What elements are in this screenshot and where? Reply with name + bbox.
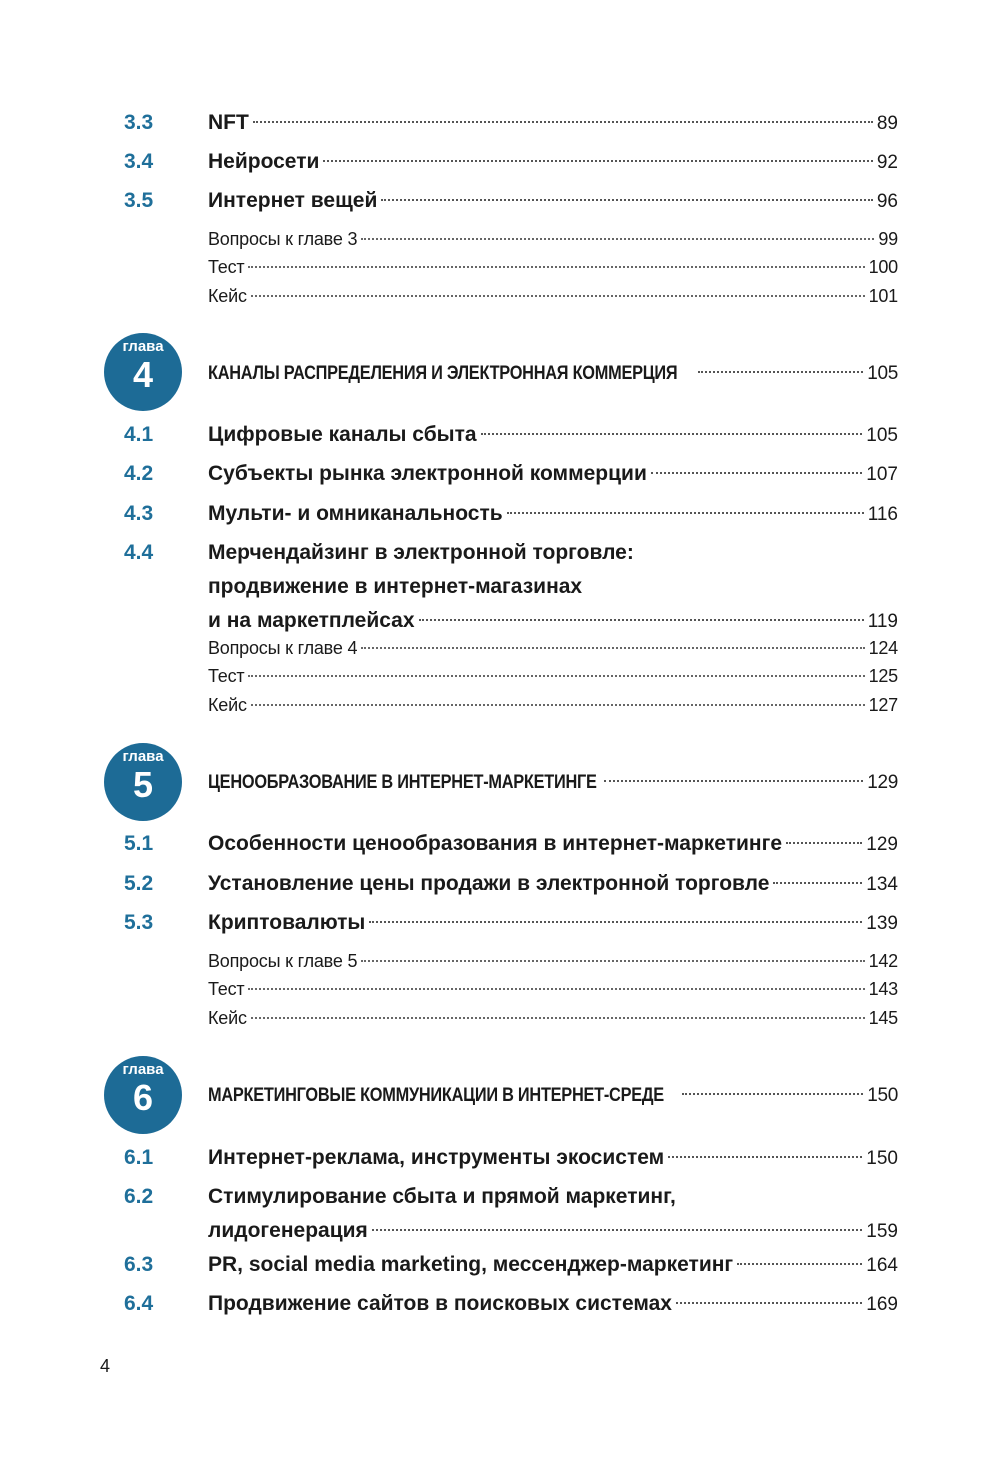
dot-leader bbox=[676, 1302, 862, 1304]
page-ref: 96 bbox=[876, 191, 898, 212]
dot-leader bbox=[481, 433, 863, 435]
toc-extra-entry[interactable] bbox=[208, 1004, 898, 1032]
section-title-line: лидогенерация bbox=[208, 1219, 368, 1242]
dot-leader bbox=[507, 512, 864, 514]
dot-leader bbox=[786, 842, 862, 844]
section-title: Субъекты рынка электронной коммерции bbox=[208, 462, 647, 485]
chapter-label: глава bbox=[122, 338, 164, 355]
page-ref: 92 bbox=[876, 152, 898, 173]
section-number: 4.3 bbox=[124, 502, 154, 525]
page-ref: 107 bbox=[866, 464, 898, 485]
section-number: 3.4 bbox=[124, 150, 154, 173]
chapter-number: 6 bbox=[132, 1077, 154, 1118]
extra-title: Тест bbox=[208, 979, 245, 999]
toc-extra-entry[interactable] bbox=[208, 282, 898, 310]
section-number: 6.4 bbox=[124, 1292, 154, 1315]
extra-title: Вопросы к главе 3 bbox=[208, 229, 358, 249]
page-ref: 116 bbox=[867, 504, 898, 525]
dot-leader bbox=[248, 675, 864, 677]
page-ref: 125 bbox=[868, 666, 898, 686]
section-title-line: Мерчендайзинг в электронной торговле: bbox=[208, 541, 634, 564]
page-ref: 127 bbox=[868, 695, 898, 715]
page-ref: 89 bbox=[876, 113, 898, 134]
chapter-label: глава bbox=[122, 1061, 164, 1078]
dot-leader bbox=[361, 960, 864, 962]
extra-title: Тест bbox=[208, 666, 245, 686]
chapter-title: ЦЕНООБРАЗОВАНИЕ В ИНТЕРНЕТ-МАРКЕТИНГЕ bbox=[208, 772, 597, 793]
toc-extra-entry[interactable] bbox=[208, 947, 898, 975]
dot-leader bbox=[251, 704, 865, 706]
chapter-number: 4 bbox=[132, 354, 154, 395]
section-number: 4.2 bbox=[124, 462, 154, 485]
dot-leader bbox=[323, 160, 872, 162]
section-title: NFT bbox=[208, 111, 249, 134]
chapter-label: глава bbox=[122, 748, 164, 765]
page-ref: 119 bbox=[867, 611, 898, 632]
dot-leader bbox=[381, 199, 872, 201]
section-number: 6.3 bbox=[124, 1253, 154, 1276]
dot-leader bbox=[698, 371, 863, 373]
section-number: 6.2 bbox=[124, 1185, 154, 1208]
page-ref: 145 bbox=[868, 1008, 898, 1028]
dot-leader bbox=[369, 921, 862, 923]
dot-leader bbox=[604, 780, 863, 782]
page-ref: 124 bbox=[868, 638, 898, 658]
section-title: Интернет-реклама, инструменты экосистем bbox=[208, 1146, 665, 1169]
page-ref: 134 bbox=[866, 874, 898, 895]
chapter-number: 5 bbox=[132, 764, 154, 805]
section-title: Продвижение сайтов в поисковых системах bbox=[208, 1292, 672, 1315]
page-ref: 150 bbox=[866, 1148, 898, 1169]
page-ref: 159 bbox=[866, 1221, 898, 1242]
page-ref: 99 bbox=[878, 229, 898, 249]
dot-leader bbox=[651, 472, 862, 474]
chapter-title-entry[interactable] bbox=[208, 768, 898, 798]
page-ref: 143 bbox=[868, 979, 898, 999]
section-title: Особенности ценообразования в интернет-маркетинге bbox=[208, 832, 782, 855]
chapter-title: МАРКЕТИНГОВЫЕ КОММУНИКАЦИИ В ИНТЕРНЕТ-СРЕДЕ bbox=[208, 1085, 664, 1106]
section-title-line: Стимулирование сбыта и прямой маркетинг, bbox=[208, 1185, 676, 1208]
dot-leader bbox=[372, 1229, 863, 1231]
page-ref: 142 bbox=[868, 951, 898, 971]
section-number: 6.1 bbox=[124, 1146, 154, 1169]
section-title: Цифровые каналы сбыта bbox=[208, 423, 477, 446]
section-title: Интернет вещей bbox=[208, 189, 378, 212]
dot-leader bbox=[773, 882, 862, 884]
section-number: 4.1 bbox=[124, 423, 154, 446]
chapter-title: КАНАЛЫ РАСПРЕДЕЛЕНИЯ И ЭЛЕКТРОННАЯ КОММЕРЦИЯ bbox=[208, 363, 678, 384]
section-title: Установление цены продажи в электронной торговле bbox=[208, 872, 770, 895]
chapter-badge bbox=[104, 333, 182, 411]
dot-leader bbox=[248, 266, 864, 268]
page-ref: 105 bbox=[867, 363, 898, 384]
toc-extra-entry[interactable] bbox=[208, 225, 898, 253]
section-title: Мульти- и омниканальность bbox=[208, 502, 503, 525]
dot-leader bbox=[361, 647, 864, 649]
toc-extra-entry[interactable] bbox=[208, 634, 898, 662]
section-number: 5.1 bbox=[124, 832, 154, 855]
page-number: 4 bbox=[100, 1356, 111, 1376]
chapter-badge bbox=[104, 743, 182, 821]
extra-title: Кейс bbox=[208, 286, 247, 306]
page-ref: 150 bbox=[867, 1085, 898, 1106]
extra-title: Кейс bbox=[208, 1008, 247, 1028]
section-number: 5.2 bbox=[124, 872, 154, 895]
dot-leader bbox=[251, 1017, 865, 1019]
page-ref: 129 bbox=[866, 834, 898, 855]
dot-leader bbox=[668, 1156, 862, 1158]
page-ref: 101 bbox=[868, 286, 898, 306]
page-ref: 164 bbox=[866, 1255, 898, 1276]
chapter-title-entry[interactable] bbox=[208, 359, 898, 389]
dot-leader bbox=[737, 1263, 862, 1265]
extra-title: Кейс bbox=[208, 695, 247, 715]
section-number: 4.4 bbox=[124, 541, 154, 564]
extra-title: Тест bbox=[208, 257, 245, 277]
dot-leader bbox=[682, 1093, 863, 1095]
dot-leader bbox=[251, 295, 865, 297]
toc-extra-entry[interactable] bbox=[208, 691, 898, 719]
toc-extra-entry[interactable] bbox=[208, 662, 898, 690]
page-ref: 105 bbox=[866, 425, 898, 446]
section-number: 3.3 bbox=[124, 111, 154, 134]
toc-extra-entry[interactable] bbox=[208, 253, 898, 281]
chapter-title-entry[interactable] bbox=[208, 1081, 898, 1111]
section-title: Криптовалюты bbox=[208, 911, 366, 934]
section-title: Нейросети bbox=[208, 150, 320, 173]
chapter-badge bbox=[104, 1056, 182, 1134]
dot-leader bbox=[361, 238, 874, 240]
toc-extra-entry[interactable] bbox=[208, 975, 898, 1003]
section-title-line: и на маркетплейсах bbox=[208, 609, 415, 632]
dot-leader bbox=[253, 121, 873, 123]
page-ref: 100 bbox=[868, 257, 898, 277]
page-ref: 139 bbox=[866, 913, 898, 934]
section-number: 3.5 bbox=[124, 189, 154, 212]
page-ref: 169 bbox=[866, 1294, 898, 1315]
section-title-line: продвижение в интернет-магазинах bbox=[208, 575, 583, 598]
dot-leader bbox=[248, 988, 864, 990]
extra-title: Вопросы к главе 4 bbox=[208, 638, 358, 658]
section-number: 5.3 bbox=[124, 911, 154, 934]
extra-title: Вопросы к главе 5 bbox=[208, 951, 358, 971]
section-title: PR, social media marketing, мессенджер-маркетинг bbox=[208, 1253, 734, 1276]
dot-leader bbox=[419, 619, 864, 621]
page-ref: 129 bbox=[867, 772, 898, 793]
